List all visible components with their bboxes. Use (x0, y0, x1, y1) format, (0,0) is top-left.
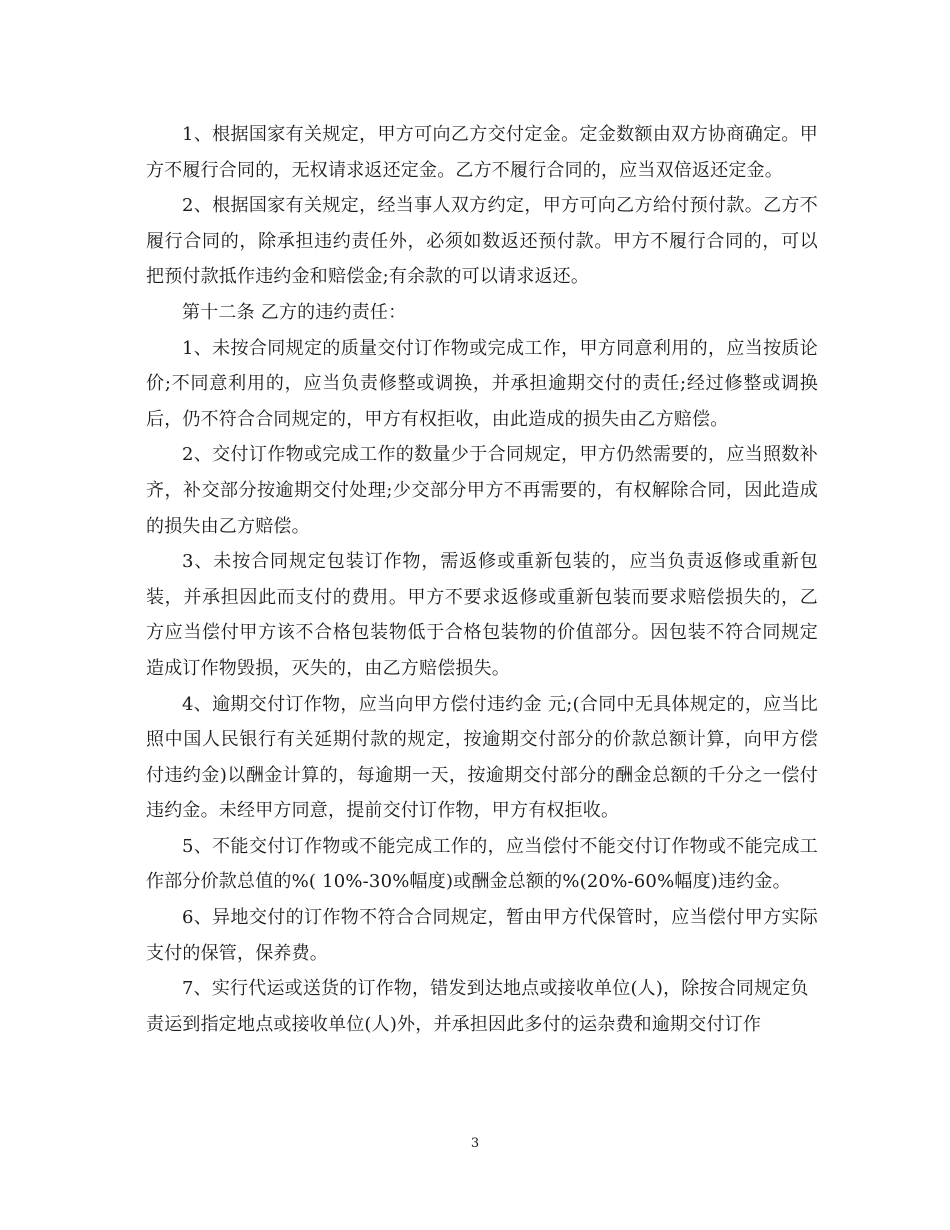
paragraph-quantity-shortfall: 2、交付订作物或完成工作的数量少于合同规定，甲方仍然需要的，应当照数补齐，补交部分按逾期交付处理;少交部分甲方不再需要的，有权解除合同，因此造成的损失由乙方赔偿。 (146, 444, 818, 537)
paragraph-late-delivery: 4、逾期交付订作物，应当向甲方偿付违约金 元;(合同中无具体规定的，应当比照中国人民银行有关延期付款的规定，按逾期交付部分的价款总额计算，向甲方偿付违约金)以酬金计算的，每逾期一天，按逾期交付部分的酬金总额的千分之一偿付违约金。未经甲方同意，提前交付订作物，甲方有权拒收。 (146, 693, 818, 822)
paragraph-quality-breach: 1、未按合同规定的质量交付订作物或完成工作，甲方同意利用的，应当按质论价;不同意利用的，应当负责修整或调换，并承担逾期交付的责任;经过修整或调换后，仍不符合合同规定的，甲方有权拒收，由此造成的损失由乙方赔偿。 (146, 337, 818, 430)
paragraph-remote-delivery: 6、异地交付的订作物不符合合同规定，暂由甲方代保管时，应当偿付甲方实际支付的保管，保养费。 (146, 907, 818, 964)
article-12-heading: 第十二条 乙方的违约责任： (182, 301, 407, 323)
paragraph-packaging: 3、未按合同规定包装订作物，需返修或重新包装的，应当负责返修或重新包装，并承担因此而支付的费用。甲方不要求返修或重新包装而要求赔偿损失的，乙方应当偿付甲方该不合格包装物低于合格包装物的价值部分。因包装不符合同规定造成订作物毁损，灭失的，由乙方赔偿损失。 (146, 551, 818, 679)
paragraph-non-delivery: 5、不能交付订作物或不能完成工作的，应当偿付不能交付订作物或不能完成工作部分价款总值的%( 10%-30%幅度)或酬金总额的%(20%-60%幅度)违约金。 (146, 835, 818, 893)
paragraph-deposit: 1、根据国家有关规定，甲方可向乙方交付定金。定金数额由双方协商确定。甲方不履行合同的，无权请求返还定金。乙方不履行合同的，应当双倍返还定金。 (146, 124, 818, 181)
page-number: 3 (470, 1136, 480, 1151)
paragraph-misdelivery: 7、实行代运或送货的订作物，错发到达地点或接收单位(人)，除按合同规定负责运到指定地点或接收单位(人)外，并承担因此多付的运杂费和逾期交付订作 (146, 978, 809, 1035)
document-body (146, 117, 818, 1042)
paragraph-advance-payment: 2、根据国家有关规定，经当事人双方约定，甲方可向乙方给付预付款。乙方不履行合同的，除承担违约责任外，必须如数返还预付款。甲方不履行合同的，可以把预付款抵作违约金和赔偿金;有余款的可以请求返还。 (146, 195, 818, 288)
